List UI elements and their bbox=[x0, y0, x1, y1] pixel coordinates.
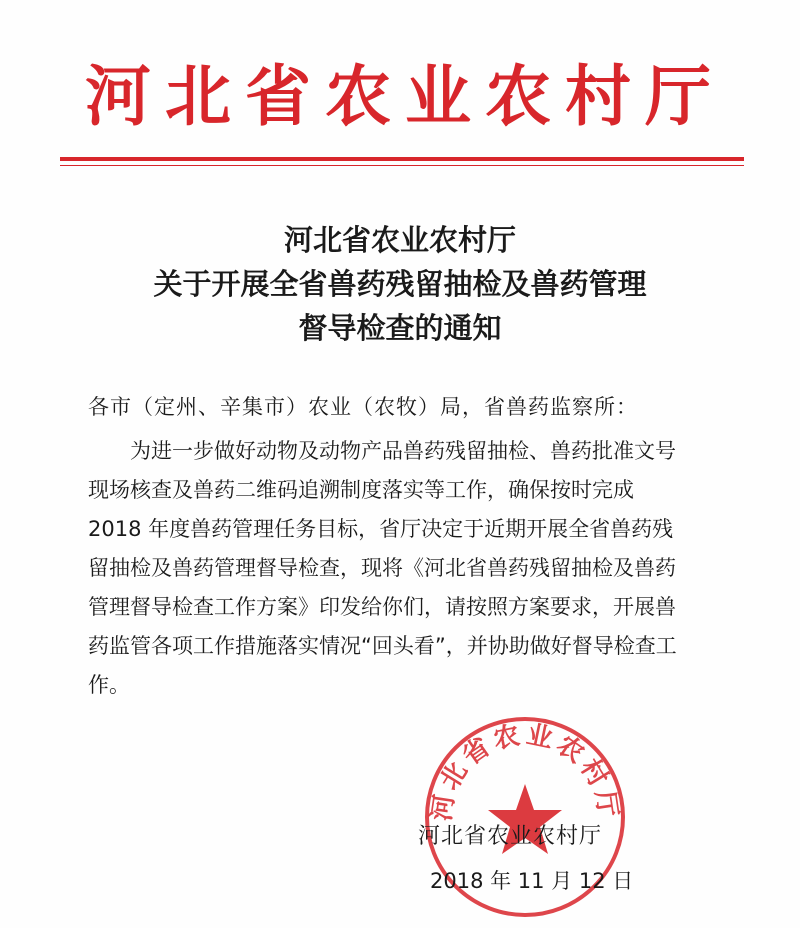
title-line-2: 关于开展全省兽药残留抽检及兽药管理 bbox=[153, 267, 647, 301]
issuer-name: 河北省农业农村厅 bbox=[418, 824, 603, 849]
body-line: 药监管各项工作措施落实情况“回头看”，并协助做好督导检查工 bbox=[88, 634, 677, 658]
body-line: 现场核查及兽药二维码追溯制度落实等工作，确保按时完成 bbox=[88, 478, 634, 502]
body-line: 管理督导检查工作方案》印发给你们，请按照方案要求，开展兽 bbox=[88, 595, 676, 619]
notice-title bbox=[0, 218, 800, 350]
masthead-title: 河北省农业农村厅 bbox=[85, 58, 725, 135]
body-line: 作。 bbox=[88, 673, 130, 697]
body-text bbox=[88, 432, 728, 705]
salutation: 各市（定州、辛集市）农业（农牧）局，省兽药监察所： bbox=[88, 395, 638, 419]
body-line: 2018 年度兽药管理任务目标，省厅决定于近期开展全省兽药残 bbox=[88, 517, 674, 541]
body-line: 留抽检及兽药管理督导检查，现将《河北省兽药残留抽检及兽药 bbox=[88, 556, 676, 580]
masthead-rule-thin bbox=[60, 165, 744, 166]
title-line-1: 河北省农业农村厅 bbox=[283, 223, 516, 257]
seal-text: 河北省农业农村厅 bbox=[426, 719, 624, 823]
title-line-3: 督导检查的通知 bbox=[298, 311, 502, 345]
masthead-rule-thick bbox=[60, 157, 744, 161]
body-line: 为进一步做好动物及动物产品兽药残留抽检、兽药批准文号 bbox=[88, 439, 676, 463]
issue-date: 2018 年 11 月 12 日 bbox=[430, 869, 634, 893]
